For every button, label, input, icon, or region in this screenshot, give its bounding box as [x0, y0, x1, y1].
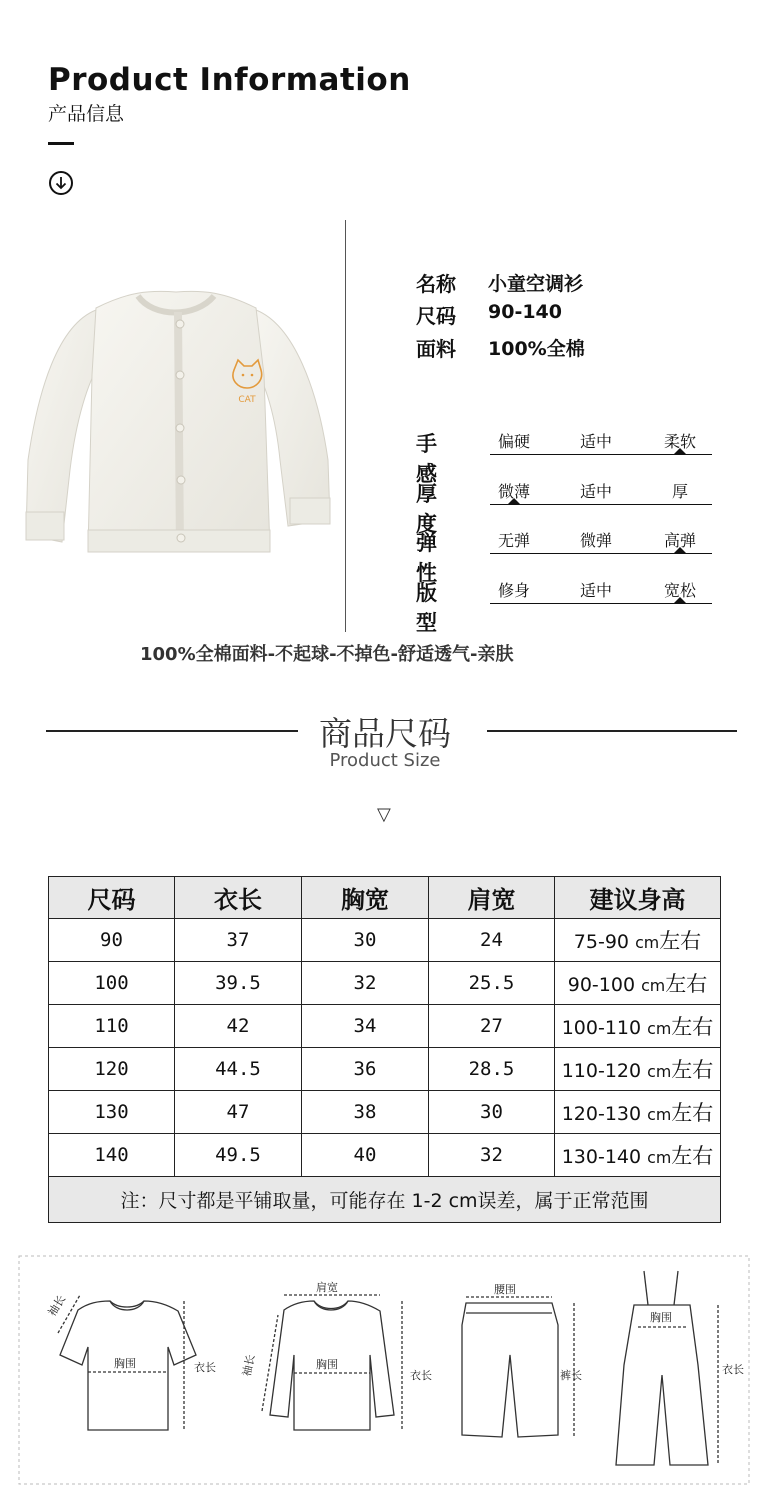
- spec-key-name: 名称: [416, 272, 456, 296]
- column-header: 胸宽: [302, 877, 429, 919]
- measurement-note: 注：尺寸都是平铺取量，可能存在 1-2 cm误差，属于正常范围: [49, 1177, 721, 1223]
- selected-marker-icon: [674, 597, 686, 603]
- shorts-length-label: 裤长: [560, 1369, 582, 1382]
- cell-shoulder: 24: [429, 919, 555, 962]
- attr-option: 宽松: [663, 581, 696, 600]
- attr-option: 厚: [671, 482, 688, 501]
- column-header: 建议身高: [555, 877, 721, 919]
- attr-option: 微弹: [579, 531, 612, 550]
- cell-shoulder: 32: [429, 1134, 555, 1177]
- cell-length: 37: [175, 919, 302, 962]
- title-underline: [48, 142, 74, 145]
- attr-option: 适中: [579, 432, 612, 451]
- features-line: 100%全棉面料-不起球-不掉色-舒适透气-亲肤: [140, 644, 514, 665]
- cell-length: 39.5: [175, 962, 302, 1005]
- cell-size: 140: [49, 1134, 175, 1177]
- page-title: Product Information: [48, 62, 411, 98]
- spec-key-size: 尺码: [416, 304, 456, 328]
- attr-option: 适中: [579, 581, 612, 600]
- embroidery-text: CAT: [238, 395, 256, 405]
- arrow-down-circle-icon: [49, 171, 73, 195]
- selected-marker-icon: [674, 547, 686, 553]
- attr-scale-line: [490, 454, 712, 455]
- table-row: [49, 919, 721, 962]
- attr-scale-line: [490, 504, 712, 505]
- overalls-length-label: 衣长: [722, 1363, 744, 1376]
- selected-marker-icon: [508, 498, 520, 504]
- attr-option: 柔软: [663, 432, 696, 451]
- cell-length: 47: [175, 1091, 302, 1134]
- cell-height: 120-130 cm左右: [555, 1091, 721, 1134]
- spec-value-name: 小童空调衫: [488, 273, 584, 295]
- triangle-down-icon: ▽: [377, 804, 391, 825]
- table-header-row: [49, 877, 721, 919]
- cell-size: 130: [49, 1091, 175, 1134]
- table-note-row: [49, 1177, 721, 1223]
- table-row: [49, 962, 721, 1005]
- shorts-waist-label: 腰围: [494, 1283, 516, 1296]
- shorts-diagram-icon: [462, 1297, 574, 1437]
- table-row: [49, 1005, 721, 1048]
- column-header: 肩宽: [429, 877, 555, 919]
- cell-chest: 36: [302, 1048, 429, 1091]
- attr-scale-line: [490, 603, 712, 604]
- section-title: 商品尺码: [319, 714, 451, 753]
- cell-length: 44.5: [175, 1048, 302, 1091]
- table-row: [49, 1048, 721, 1091]
- cell-chest: 30: [302, 919, 429, 962]
- attr-name-fit: 版型: [416, 581, 437, 635]
- cell-height: 100-110 cm左右: [555, 1005, 721, 1048]
- tshirt-sleeve-label: 袖长: [45, 1293, 69, 1319]
- vertical-divider: [345, 220, 346, 632]
- cell-chest: 32: [302, 962, 429, 1005]
- attr-option: 适中: [579, 482, 612, 501]
- cell-length: 42: [175, 1005, 302, 1048]
- cell-chest: 40: [302, 1134, 429, 1177]
- table-row: [49, 1134, 721, 1177]
- cell-shoulder: 30: [429, 1091, 555, 1134]
- attr-name-thickness: 厚度: [416, 482, 437, 536]
- cell-height: 130-140 cm左右: [555, 1134, 721, 1177]
- cell-shoulder: 27: [429, 1005, 555, 1048]
- attr-name-feel: 手感: [416, 432, 437, 486]
- cell-chest: 34: [302, 1005, 429, 1048]
- page-subtitle: 产品信息: [48, 103, 125, 125]
- product-image: [18, 280, 336, 570]
- longsleeve-sleeve-label: 袖长: [240, 1353, 258, 1378]
- attr-option: 修身: [497, 581, 530, 600]
- column-header: 尺码: [49, 877, 175, 919]
- cell-size: 90: [49, 919, 175, 962]
- size-table: [48, 876, 721, 1223]
- cell-size: 120: [49, 1048, 175, 1091]
- cell-length: 49.5: [175, 1134, 302, 1177]
- attr-name-elasticity: 弹性: [416, 531, 437, 585]
- cell-chest: 38: [302, 1091, 429, 1134]
- attr-scale-line: [490, 553, 712, 554]
- overalls-diagram-icon: [616, 1271, 718, 1465]
- attr-option: 偏硬: [497, 432, 530, 451]
- spec-value-fabric: 100%全棉: [488, 338, 585, 360]
- spec-value-size: 90-140: [488, 301, 562, 323]
- section-subtitle: Product Size: [329, 750, 441, 771]
- longsleeve-length-label: 衣长: [410, 1369, 432, 1382]
- measurement-diagrams: [18, 1255, 750, 1485]
- cell-height: 110-120 cm左右: [555, 1048, 721, 1091]
- cell-height: 90-100 cm左右: [555, 962, 721, 1005]
- attr-option: 无弹: [497, 531, 530, 550]
- cell-size: 100: [49, 962, 175, 1005]
- attr-option: 高弹: [663, 531, 696, 550]
- overalls-chest-label: 胸围: [650, 1311, 672, 1324]
- tshirt-chest-label: 胸围: [114, 1357, 136, 1370]
- cell-size: 110: [49, 1005, 175, 1048]
- column-header: 衣长: [175, 877, 302, 919]
- spec-key-fabric: 面料: [416, 337, 456, 361]
- cell-height: 75-90 cm左右: [555, 919, 721, 962]
- attr-option: 微薄: [497, 482, 530, 501]
- table-row: [49, 1091, 721, 1134]
- longsleeve-shoulder-label: 肩宽: [316, 1281, 338, 1294]
- tshirt-length-label: 衣长: [194, 1361, 216, 1374]
- longsleeve-chest-label: 胸围: [316, 1358, 338, 1371]
- cell-shoulder: 28.5: [429, 1048, 555, 1091]
- selected-marker-icon: [674, 448, 686, 454]
- cell-shoulder: 25.5: [429, 962, 555, 1005]
